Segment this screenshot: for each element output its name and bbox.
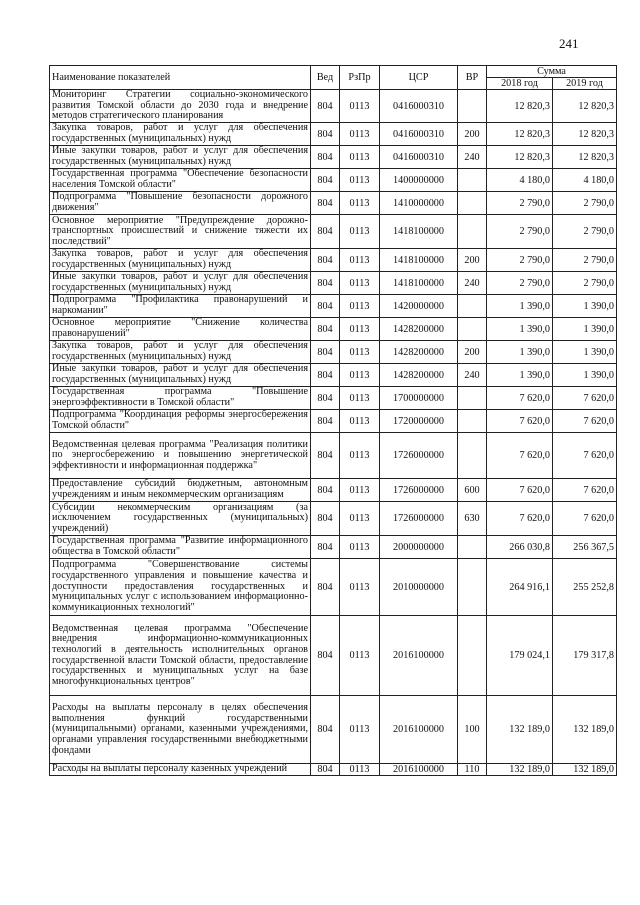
row-csr: 2016100000 — [380, 616, 458, 696]
row-ved: 804 — [311, 90, 340, 123]
table-row — [50, 410, 617, 433]
row-amount-2018: 4 180,0 — [487, 169, 553, 192]
header-vr: ВР — [458, 66, 487, 90]
row-vr — [458, 215, 487, 249]
table-row — [50, 215, 617, 249]
header-rzpr: РзПр — [340, 66, 380, 90]
row-name: Закупка товаров, работ и услуг для обеспечения государственных (муниципальных) нужд — [50, 249, 311, 272]
row-ved: 804 — [311, 364, 340, 387]
table-row — [50, 536, 617, 559]
row-csr: 1418100000 — [380, 215, 458, 249]
row-amount-2019: 12 820,3 — [553, 123, 617, 146]
row-vr — [458, 387, 487, 410]
row-name: Закупка товаров, работ и услуг для обеспечения государственных (муниципальных) нужд — [50, 123, 311, 146]
row-amount-2018: 1 390,0 — [487, 341, 553, 364]
row-ved: 804 — [311, 410, 340, 433]
row-amount-2019: 132 189,0 — [553, 696, 617, 764]
table-row — [50, 169, 617, 192]
row-name: Субсидии некоммерческим организациям (за исключением государственных (муниципальных) учреждений) — [50, 502, 311, 536]
row-amount-2019: 1 390,0 — [553, 318, 617, 341]
row-rzpr: 0113 — [340, 341, 380, 364]
table-row — [50, 272, 617, 295]
row-csr: 1428200000 — [380, 364, 458, 387]
row-vr: 200 — [458, 123, 487, 146]
row-vr: 240 — [458, 272, 487, 295]
row-amount-2019: 255 252,8 — [553, 559, 617, 616]
row-ved: 804 — [311, 764, 340, 776]
row-csr: 0416000310 — [380, 90, 458, 123]
table-row — [50, 616, 617, 696]
table-row — [50, 387, 617, 410]
row-amount-2018: 7 620,0 — [487, 410, 553, 433]
row-name: Основное мероприятие "Предупреждение дорожно-транспортных происшествий и снижение тяжести их последствий" — [50, 215, 311, 249]
row-ved: 804 — [311, 169, 340, 192]
row-rzpr: 0113 — [340, 387, 380, 410]
row-rzpr: 0113 — [340, 433, 380, 479]
row-name: Основное мероприятие "Снижение количества правонарушений" — [50, 318, 311, 341]
row-name: Расходы на выплаты персоналу в целях обеспечения выполнения функций государственными (муниципальными) органами, казенными учреждениями, органами управления государственными внебюджетными фондами — [50, 696, 311, 764]
row-vr — [458, 410, 487, 433]
row-name: Подпрограмма "Координация реформы энергосбережения Томской области" — [50, 410, 311, 433]
row-amount-2019: 256 367,5 — [553, 536, 617, 559]
row-vr — [458, 433, 487, 479]
row-amount-2018: 12 820,3 — [487, 90, 553, 123]
row-rzpr: 0113 — [340, 536, 380, 559]
row-name: Предоставление субсидий бюджетным, автономным учреждениям и иным некоммерческим организациям — [50, 479, 311, 502]
row-rzpr: 0113 — [340, 559, 380, 616]
row-amount-2018: 2 790,0 — [487, 249, 553, 272]
row-amount-2018: 2 790,0 — [487, 192, 553, 215]
row-csr: 1400000000 — [380, 169, 458, 192]
row-amount-2018: 1 390,0 — [487, 364, 553, 387]
row-rzpr: 0113 — [340, 502, 380, 536]
row-rzpr: 0113 — [340, 123, 380, 146]
row-ved: 804 — [311, 215, 340, 249]
row-amount-2019: 132 189,0 — [553, 764, 617, 776]
row-csr: 2016100000 — [380, 696, 458, 764]
row-amount-2018: 7 620,0 — [487, 387, 553, 410]
row-vr — [458, 559, 487, 616]
row-name: Государственная программа "Повышение энергоэффективности в Томской области" — [50, 387, 311, 410]
row-amount-2019: 1 390,0 — [553, 364, 617, 387]
row-name: Ведомственная целевая программа "Обеспечение внедрения информационно-коммуникационных технологий в деятельность исполнительных органов государственной власти Томской области, предоставление государственных и муниципальных услуг на базе многофункциональных центров" — [50, 616, 311, 696]
header-csr: ЦСР — [380, 66, 458, 90]
row-amount-2019: 7 620,0 — [553, 410, 617, 433]
row-rzpr: 0113 — [340, 479, 380, 502]
row-rzpr: 0113 — [340, 764, 380, 776]
row-vr — [458, 295, 487, 318]
row-rzpr: 0113 — [340, 616, 380, 696]
row-vr: 240 — [458, 146, 487, 169]
row-csr: 1428200000 — [380, 318, 458, 341]
table-row — [50, 433, 617, 479]
row-ved: 804 — [311, 295, 340, 318]
row-amount-2019: 2 790,0 — [553, 272, 617, 295]
row-name: Мониторинг Стратегии социально-экономического развития Томской области до 2030 года и внедрение методов стратегического планирования — [50, 90, 311, 123]
row-csr: 2016100000 — [380, 764, 458, 776]
row-name: Иные закупки товаров, работ и услуг для обеспечения государственных (муниципальных) нужд — [50, 364, 311, 387]
row-csr: 0416000310 — [380, 123, 458, 146]
row-csr: 1420000000 — [380, 295, 458, 318]
row-csr: 2010000000 — [380, 559, 458, 616]
row-amount-2019: 7 620,0 — [553, 502, 617, 536]
row-csr: 1700000000 — [380, 387, 458, 410]
table-row — [50, 146, 617, 169]
row-csr: 1410000000 — [380, 192, 458, 215]
header-ved: Вед — [311, 66, 340, 90]
row-vr — [458, 616, 487, 696]
row-amount-2019: 7 620,0 — [553, 479, 617, 502]
row-amount-2018: 7 620,0 — [487, 433, 553, 479]
table-row — [50, 295, 617, 318]
row-name: Иные закупки товаров, работ и услуг для обеспечения государственных (муниципальных) нужд — [50, 146, 311, 169]
row-csr: 2000000000 — [380, 536, 458, 559]
row-vr — [458, 536, 487, 559]
row-vr: 240 — [458, 364, 487, 387]
row-csr: 1418100000 — [380, 272, 458, 295]
row-rzpr: 0113 — [340, 146, 380, 169]
table-row — [50, 249, 617, 272]
row-ved: 804 — [311, 559, 340, 616]
row-ved: 804 — [311, 479, 340, 502]
row-vr: 100 — [458, 696, 487, 764]
row-name: Государственная программа "Обеспечение безопасности населения Томской области" — [50, 169, 311, 192]
row-name: Подпрограмма "Совершенствование системы государственного управления и повышение качества и доступности предоставления государственных и муниципальных услуг с использованием информационно-коммуникационных технологий" — [50, 559, 311, 616]
row-ved: 804 — [311, 318, 340, 341]
row-amount-2019: 1 390,0 — [553, 295, 617, 318]
row-amount-2019: 2 790,0 — [553, 192, 617, 215]
row-ved: 804 — [311, 249, 340, 272]
row-amount-2018: 132 189,0 — [487, 696, 553, 764]
header-name: Наименование показателей — [50, 66, 311, 90]
row-ved: 804 — [311, 536, 340, 559]
row-vr — [458, 169, 487, 192]
row-name: Подпрограмма "Профилактика правонарушений и наркомании" — [50, 295, 311, 318]
row-ved: 804 — [311, 192, 340, 215]
row-amount-2018: 264 916,1 — [487, 559, 553, 616]
row-rzpr: 0113 — [340, 90, 380, 123]
row-rzpr: 0113 — [340, 215, 380, 249]
table-row — [50, 341, 617, 364]
row-vr: 200 — [458, 341, 487, 364]
budget-table — [49, 65, 617, 776]
row-amount-2019: 2 790,0 — [553, 215, 617, 249]
row-amount-2018: 1 390,0 — [487, 318, 553, 341]
row-name: Ведомственная целевая программа "Реализация политики по энергосбережению и повышению энергетической эффективности и информационная поддержка" — [50, 433, 311, 479]
table-row — [50, 559, 617, 616]
table-row — [50, 192, 617, 215]
table-row — [50, 764, 617, 776]
header-year-2018: 2018 год — [487, 78, 553, 90]
row-vr: 110 — [458, 764, 487, 776]
row-rzpr: 0113 — [340, 364, 380, 387]
row-csr: 1726000000 — [380, 502, 458, 536]
row-amount-2019: 179 317,8 — [553, 616, 617, 696]
row-amount-2019: 12 820,3 — [553, 90, 617, 123]
row-ved: 804 — [311, 146, 340, 169]
page-number: 241 — [559, 36, 579, 51]
row-ved: 804 — [311, 123, 340, 146]
row-ved: 804 — [311, 502, 340, 536]
row-amount-2019: 1 390,0 — [553, 341, 617, 364]
row-amount-2019: 2 790,0 — [553, 249, 617, 272]
table-body — [50, 90, 617, 776]
row-rzpr: 0113 — [340, 249, 380, 272]
row-amount-2018: 266 030,8 — [487, 536, 553, 559]
row-vr — [458, 192, 487, 215]
row-amount-2018: 2 790,0 — [487, 272, 553, 295]
row-rzpr: 0113 — [340, 169, 380, 192]
table-row — [50, 479, 617, 502]
row-vr: 600 — [458, 479, 487, 502]
row-name: Подпрограмма "Повышение безопасности дорожного движения" — [50, 192, 311, 215]
table-row — [50, 90, 617, 123]
row-rzpr: 0113 — [340, 318, 380, 341]
header-sum: Сумма — [487, 66, 617, 78]
row-csr: 1720000000 — [380, 410, 458, 433]
table-row — [50, 696, 617, 764]
row-amount-2019: 4 180,0 — [553, 169, 617, 192]
row-rzpr: 0113 — [340, 696, 380, 764]
row-rzpr: 0113 — [340, 410, 380, 433]
row-amount-2019: 7 620,0 — [553, 387, 617, 410]
row-ved: 804 — [311, 341, 340, 364]
row-csr: 1418100000 — [380, 249, 458, 272]
header-year-2019: 2019 год — [553, 78, 617, 90]
row-amount-2018: 7 620,0 — [487, 502, 553, 536]
row-amount-2018: 1 390,0 — [487, 295, 553, 318]
row-amount-2018: 12 820,3 — [487, 123, 553, 146]
row-name: Иные закупки товаров, работ и услуг для обеспечения государственных (муниципальных) нужд — [50, 272, 311, 295]
table-row — [50, 364, 617, 387]
row-amount-2018: 7 620,0 — [487, 479, 553, 502]
table-row — [50, 318, 617, 341]
row-name: Государственная программа "Развитие информационного общества в Томской области" — [50, 536, 311, 559]
row-vr — [458, 318, 487, 341]
row-amount-2019: 7 620,0 — [553, 433, 617, 479]
row-name: Закупка товаров, работ и услуг для обеспечения государственных (муниципальных) нужд — [50, 341, 311, 364]
row-vr — [458, 90, 487, 123]
row-csr: 1726000000 — [380, 479, 458, 502]
row-ved: 804 — [311, 616, 340, 696]
row-ved: 804 — [311, 272, 340, 295]
row-csr: 1726000000 — [380, 433, 458, 479]
row-vr: 200 — [458, 249, 487, 272]
row-ved: 804 — [311, 433, 340, 479]
table-row — [50, 502, 617, 536]
row-rzpr: 0113 — [340, 272, 380, 295]
row-vr: 630 — [458, 502, 487, 536]
row-amount-2018: 12 820,3 — [487, 146, 553, 169]
row-amount-2018: 2 790,0 — [487, 215, 553, 249]
row-rzpr: 0113 — [340, 192, 380, 215]
table-header — [50, 66, 617, 90]
row-csr: 1428200000 — [380, 341, 458, 364]
row-amount-2019: 12 820,3 — [553, 146, 617, 169]
row-ved: 804 — [311, 696, 340, 764]
row-csr: 0416000310 — [380, 146, 458, 169]
row-amount-2018: 179 024,1 — [487, 616, 553, 696]
table-row — [50, 123, 617, 146]
row-amount-2018: 132 189,0 — [487, 764, 553, 776]
row-ved: 804 — [311, 387, 340, 410]
row-name: Расходы на выплаты персоналу казенных учреждений — [50, 764, 311, 776]
row-rzpr: 0113 — [340, 295, 380, 318]
